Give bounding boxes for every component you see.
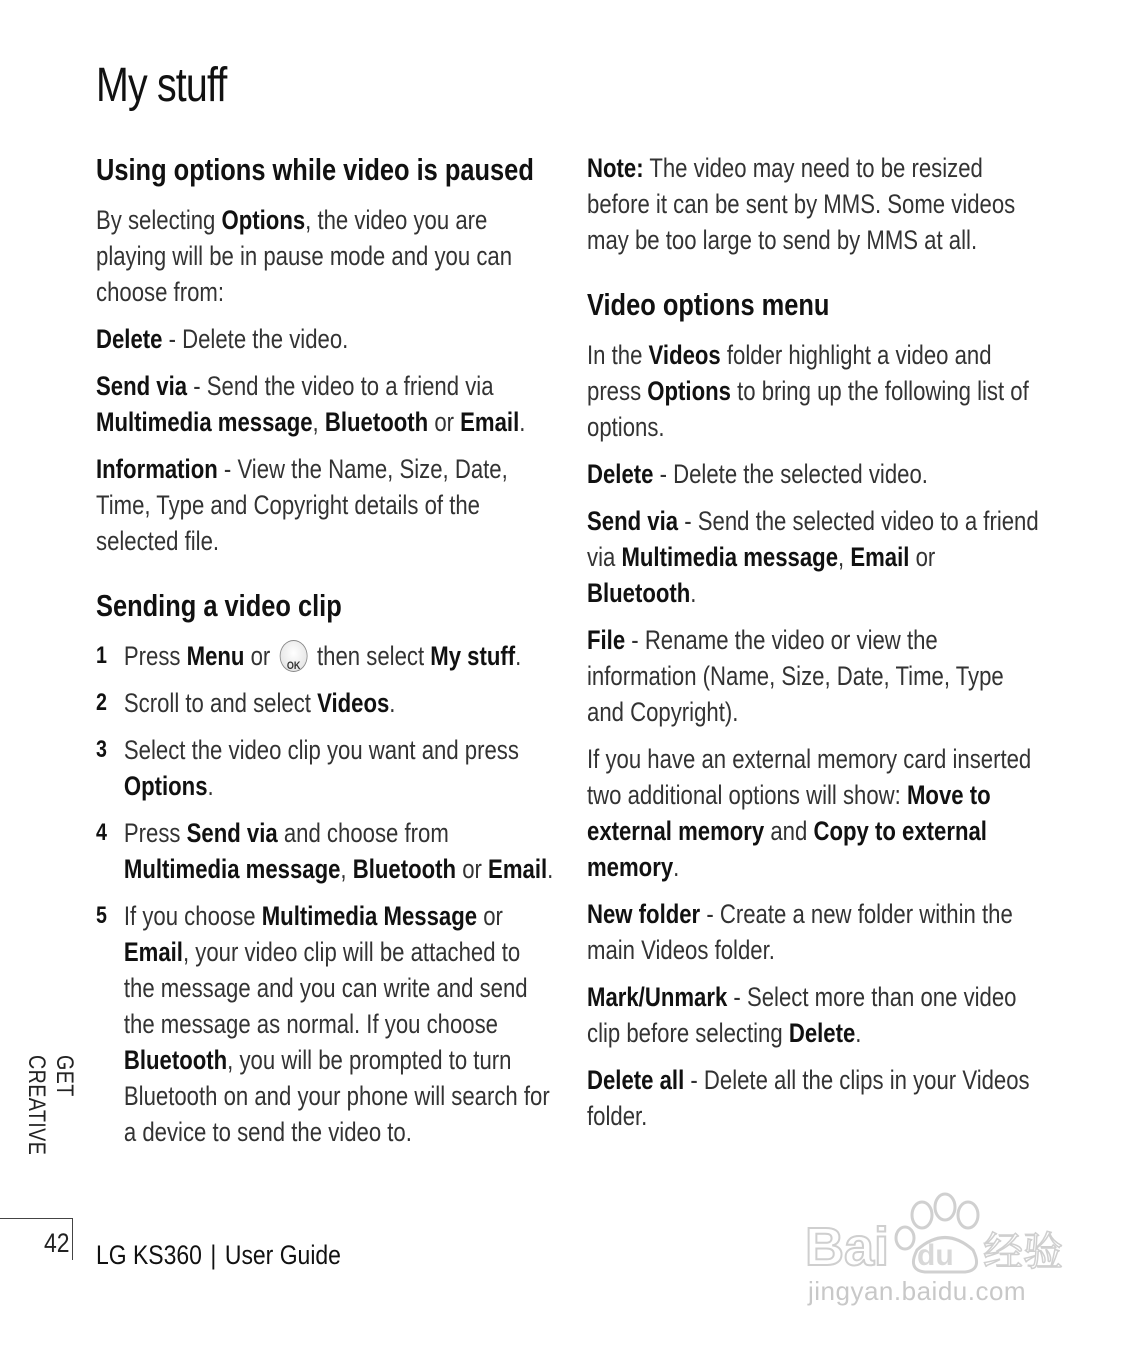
video-option-new-folder: New folder - Create a new folder within the main Videos folder. xyxy=(587,899,1013,965)
footer-product: LG KS360 xyxy=(96,1240,202,1270)
step-item xyxy=(96,685,555,721)
svg-text:Bai: Bai xyxy=(805,1217,890,1277)
video-option-delete-all: Delete all - Delete all the clips in your Videos folder. xyxy=(587,1065,1030,1131)
video-option-delete: Delete - Delete the selected video. xyxy=(587,459,928,489)
step-number: 5 xyxy=(96,902,107,929)
footer-separator: | xyxy=(210,1240,217,1270)
step-number: 2 xyxy=(96,689,107,716)
step-number: 1 xyxy=(96,642,107,669)
paused-option-delete: Delete - Delete the video. xyxy=(96,324,349,354)
ok-button-icon: OK xyxy=(280,640,308,672)
side-divider-vertical xyxy=(72,1218,73,1260)
svg-text:du: du xyxy=(917,1239,954,1272)
video-option-send-via: Send via - Send the selected video to a friend via Multimedia message, Email or Bluetooth. xyxy=(587,506,1039,608)
step-number: 4 xyxy=(96,819,107,846)
footer xyxy=(96,1240,341,1271)
paused-intro: By selecting Options, the video you are playing will be in pause mode and you can choose from: xyxy=(96,205,513,307)
sending-steps-list xyxy=(96,638,555,1150)
paused-option-information: Information - View the Name, Size, Date, Time, Type and Copyright details of the selected file. xyxy=(96,454,508,556)
chapter-side-tab: GET CREATIVE xyxy=(23,1055,78,1156)
step-text: Press Menu or OK then select My stuff. xyxy=(123,641,522,672)
step-item xyxy=(96,732,555,804)
section-heading-sending: Sending a video clip xyxy=(96,588,342,623)
step-number: 3 xyxy=(96,736,107,763)
step-item xyxy=(96,898,555,1150)
paused-option-send-via: Send via - Send the video to a friend via Multimedia message, Bluetooth or Email. xyxy=(96,371,526,437)
section-heading-video-options: Video options menu xyxy=(587,287,830,322)
watermark-url: jingyan.baidu.com xyxy=(808,1276,1027,1306)
side-divider-horizontal xyxy=(0,1218,72,1219)
svg-text:经验: 经验 xyxy=(983,1229,1063,1275)
left-column xyxy=(96,150,555,1161)
video-option-file: File - Rename the video or view the information (Name, Size, Date, Time, Type and Copyright). xyxy=(587,625,1004,727)
step-text: Select the video clip you want and press Options. xyxy=(123,735,519,801)
step-text: If you choose Multimedia Message or Email, your video clip will be attached to the message and you can write and send the message as normal. If you choose Bluetooth, you will be prompted to turn Bluetooth on and your phone will search for a device to send the video to. xyxy=(123,901,550,1147)
video-option-mark-unmark: Mark/Unmark - Select more than one video clip before selecting Delete. xyxy=(587,982,1017,1048)
step-item xyxy=(96,815,555,887)
video-options-intro: In the Videos folder highlight a video and press Options to bring up the following list of options. xyxy=(587,340,1029,442)
section-heading-paused: Using options while video is paused xyxy=(96,152,534,187)
step-item xyxy=(96,638,555,674)
page-number: 42 xyxy=(44,1228,70,1258)
note-paragraph: Note: The video may need to be resized before it can be sent by MMS. Some videos may be too large to send by MMS at all. xyxy=(587,153,1016,255)
external-memory-note: If you have an external memory card inserted two additional options will show: Move to external memory and Copy to external memory. xyxy=(587,744,1032,882)
page-title: My stuff xyxy=(96,59,227,112)
right-column xyxy=(587,150,1046,1145)
step-text: Press Send via and choose from Multimedia message, Bluetooth or Email. xyxy=(123,818,554,884)
step-text: Scroll to and select Videos. xyxy=(123,688,396,718)
footer-guide: User Guide xyxy=(224,1240,341,1270)
